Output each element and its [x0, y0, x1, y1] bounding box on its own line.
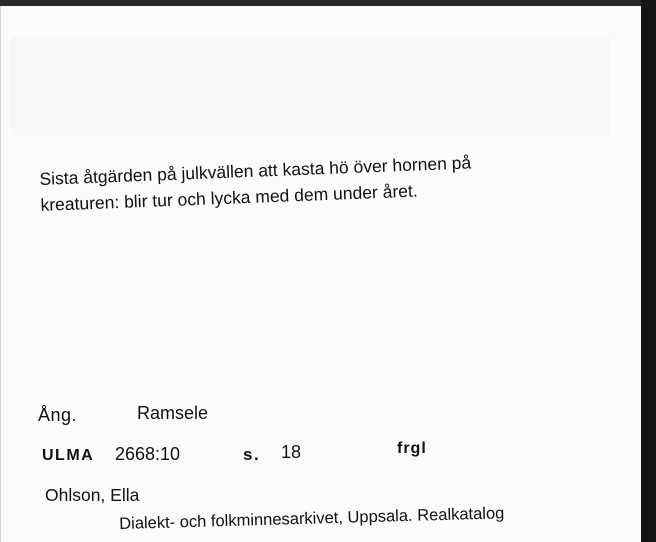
place-name: Ramsele	[137, 403, 209, 423]
collector-name: Ohlson, Ella	[45, 485, 140, 505]
category-code: frgl	[397, 440, 427, 457]
page-label: s.	[243, 445, 261, 464]
catalog-card	[0, 6, 642, 542]
page-number: 18	[281, 442, 302, 462]
right-scan-edge	[641, 0, 656, 542]
description-line-1: Sista åtgärden på julkvällen att kasta hö över hornen på	[39, 152, 472, 189]
archive-code: ULMA	[42, 447, 95, 464]
description-line-2: kreaturen: blir tur och lycka med dem under året.	[40, 180, 419, 215]
archive-footer: Dialekt- och folkminnesarkivet, Uppsala. Realkatalog	[119, 504, 505, 533]
record-number: 2668:10	[115, 444, 181, 464]
show-through-shadow	[11, 36, 611, 136]
parish-label: Ång.	[38, 405, 78, 425]
card-description	[39, 146, 561, 218]
